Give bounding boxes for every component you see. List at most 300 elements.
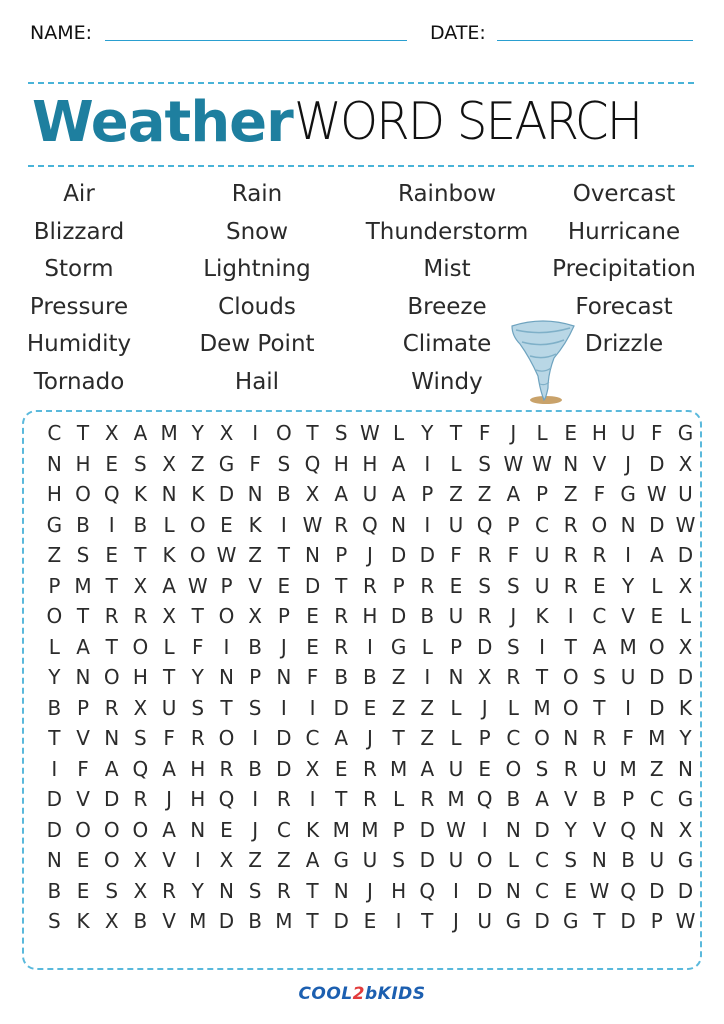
grid-cell[interactable]: E — [277, 573, 291, 598]
grid-cell[interactable]: O — [562, 695, 579, 720]
grid-cell[interactable]: Z — [47, 543, 62, 567]
grid-cell[interactable]: X — [678, 451, 693, 476]
grid-cell[interactable]: Z — [190, 451, 205, 476]
grid-cell[interactable]: A — [76, 634, 90, 659]
grid-cell[interactable]: D — [390, 543, 407, 567]
grid-cell[interactable]: D — [218, 909, 235, 933]
grid-cell[interactable]: Z — [248, 543, 262, 567]
grid-cell[interactable]: R — [162, 878, 177, 903]
grid-cell[interactable]: F — [507, 543, 520, 567]
grid-cell[interactable]: U — [620, 421, 636, 445]
grid-cell[interactable]: S — [134, 451, 147, 476]
grid-cell[interactable]: T — [593, 909, 606, 933]
grid-cell[interactable]: I — [309, 695, 316, 720]
grid-cell[interactable]: N — [190, 817, 206, 842]
grid-cell[interactable]: R — [477, 543, 492, 567]
grid-cell[interactable]: U — [448, 848, 464, 872]
grid-cell[interactable]: O — [103, 848, 120, 872]
grid-cell[interactable]: J — [366, 726, 373, 750]
grid-cell[interactable]: E — [564, 421, 578, 445]
grid-cell[interactable]: C — [506, 726, 521, 750]
grid-cell[interactable]: X — [133, 573, 148, 598]
grid-cell[interactable]: B — [276, 482, 291, 506]
grid-cell[interactable]: L — [507, 695, 519, 720]
grid-cell[interactable]: R — [104, 695, 119, 720]
grid-cell[interactable]: A — [305, 848, 320, 872]
grid-cell[interactable]: R — [563, 512, 578, 537]
grid-cell[interactable]: L — [163, 512, 175, 537]
grid-cell[interactable]: R — [276, 787, 291, 811]
grid-cell[interactable]: O — [591, 512, 608, 537]
grid-cell[interactable]: A — [162, 817, 176, 842]
grid-cell[interactable]: M — [533, 695, 551, 720]
grid-cell[interactable]: N — [505, 817, 521, 842]
grid-cell[interactable]: Z — [477, 482, 492, 506]
grid-cell[interactable]: E — [76, 848, 90, 872]
grid-cell[interactable]: D — [677, 665, 694, 689]
grid-cell[interactable]: Q — [476, 787, 493, 811]
grid-cell[interactable]: X — [678, 634, 693, 659]
grid-cell[interactable]: H — [362, 604, 378, 628]
grid-cell[interactable]: S — [478, 451, 491, 476]
grid-cell[interactable]: U — [649, 848, 665, 872]
grid-cell[interactable]: I — [280, 512, 287, 537]
grid-cell[interactable]: D — [620, 909, 636, 933]
grid-cell[interactable]: K — [191, 482, 205, 506]
grid-cell[interactable]: D — [46, 817, 63, 842]
grid-cell[interactable]: R — [477, 604, 492, 628]
grid-cell[interactable]: C — [535, 848, 550, 872]
grid-cell[interactable]: D — [677, 878, 694, 903]
grid-cell[interactable]: U — [448, 604, 464, 628]
grid-cell[interactable]: D — [333, 695, 349, 720]
grid-cell[interactable]: D — [534, 909, 550, 933]
grid-cell[interactable]: D — [390, 604, 407, 628]
grid-cell[interactable]: I — [424, 512, 431, 537]
grid-cell[interactable]: V — [621, 604, 635, 628]
date-line[interactable] — [497, 40, 693, 41]
grid-cell[interactable]: S — [248, 695, 262, 720]
grid-cell[interactable]: J — [252, 817, 259, 842]
grid-cell[interactable]: I — [252, 787, 259, 811]
grid-cell[interactable]: D — [476, 878, 493, 903]
grid-cell[interactable]: I — [252, 726, 259, 750]
grid-cell[interactable]: M — [332, 817, 350, 842]
grid-cell[interactable]: I — [481, 817, 488, 842]
grid-cell[interactable]: G — [677, 421, 694, 445]
grid-cell[interactable]: W — [532, 451, 552, 476]
grid-cell[interactable]: R — [506, 665, 521, 689]
grid-cell[interactable]: H — [391, 878, 407, 903]
grid-cell[interactable]: R — [563, 756, 578, 781]
name-line[interactable] — [105, 40, 407, 41]
grid-cell[interactable]: H — [132, 665, 148, 689]
grid-cell[interactable]: Q — [218, 787, 235, 811]
grid-cell[interactable]: J — [366, 878, 373, 903]
grid-cell[interactable]: D — [304, 573, 321, 598]
grid-cell[interactable]: G — [46, 512, 63, 537]
grid-cell[interactable]: A — [133, 421, 148, 445]
grid-cell[interactable]: N — [46, 848, 62, 872]
grid-cell[interactable]: E — [105, 451, 119, 476]
grid-cell[interactable]: V — [592, 817, 607, 842]
grid-cell[interactable]: B — [334, 665, 349, 689]
grid-cell[interactable]: K — [133, 482, 147, 506]
grid-cell[interactable]: U — [678, 482, 693, 506]
grid-cell[interactable]: O — [275, 421, 292, 445]
grid-cell[interactable]: I — [395, 909, 402, 933]
grid-cell[interactable]: X — [162, 451, 176, 476]
grid-cell[interactable]: X — [133, 695, 148, 720]
grid-cell[interactable]: G — [562, 909, 579, 933]
grid-cell[interactable]: X — [305, 756, 320, 781]
grid-cell[interactable]: X — [678, 573, 693, 598]
grid-cell[interactable]: E — [306, 604, 319, 628]
grid-cell[interactable]: L — [450, 451, 462, 476]
grid-cell[interactable]: C — [535, 512, 550, 537]
grid-cell[interactable]: T — [162, 665, 176, 689]
grid-cell[interactable]: D — [476, 634, 493, 659]
grid-cell[interactable]: K — [535, 604, 549, 628]
grid-cell[interactable]: S — [564, 848, 578, 872]
grid-cell[interactable]: R — [420, 787, 435, 811]
grid-cell[interactable]: P — [507, 512, 520, 537]
grid-cell[interactable]: J — [625, 451, 632, 476]
grid-cell[interactable]: R — [592, 543, 607, 567]
grid-cell[interactable]: H — [333, 451, 349, 476]
grid-cell[interactable]: V — [76, 787, 90, 811]
grid-cell[interactable]: F — [249, 451, 261, 476]
grid-cell[interactable]: R — [563, 543, 578, 567]
grid-cell[interactable]: W — [675, 909, 696, 933]
grid-cell[interactable]: E — [650, 604, 664, 628]
grid-cell[interactable]: X — [133, 878, 148, 903]
grid-cell[interactable]: L — [393, 421, 405, 445]
grid-cell[interactable]: Z — [391, 695, 406, 720]
grid-cell[interactable]: X — [305, 482, 320, 506]
grid-cell[interactable]: P — [622, 787, 635, 811]
grid-cell[interactable]: G — [390, 634, 407, 659]
grid-cell[interactable]: U — [620, 665, 636, 689]
grid-cell[interactable]: N — [448, 665, 464, 689]
grid-cell[interactable]: L — [393, 787, 405, 811]
grid-cell[interactable]: B — [133, 512, 148, 537]
grid-cell[interactable]: J — [166, 787, 173, 811]
grid-cell[interactable]: W — [187, 573, 208, 598]
grid-cell[interactable]: S — [392, 848, 405, 872]
grid-cell[interactable]: I — [51, 756, 58, 781]
grid-cell[interactable]: X — [219, 421, 234, 445]
grid-cell[interactable]: C — [276, 817, 291, 842]
grid-cell[interactable]: P — [650, 909, 663, 933]
grid-cell[interactable]: L — [651, 573, 663, 598]
grid-cell[interactable]: P — [48, 573, 61, 598]
grid-cell[interactable]: M — [447, 787, 465, 811]
grid-cell[interactable]: S — [191, 695, 205, 720]
grid-cell[interactable]: W — [675, 512, 696, 537]
grid-cell[interactable]: F — [478, 421, 491, 445]
grid-cell[interactable]: Z — [563, 482, 578, 506]
grid-cell[interactable]: Y — [191, 421, 204, 445]
grid-cell[interactable]: H — [46, 482, 62, 506]
grid-cell[interactable]: R — [133, 604, 148, 628]
grid-cell[interactable]: H — [75, 451, 91, 476]
grid-cell[interactable]: K — [678, 695, 693, 720]
grid-cell[interactable]: N — [161, 482, 177, 506]
grid-cell[interactable]: N — [104, 726, 120, 750]
grid-cell[interactable]: M — [275, 909, 293, 933]
grid-cell[interactable]: N — [563, 726, 579, 750]
grid-cell[interactable]: U — [592, 756, 607, 781]
grid-cell[interactable]: Q — [304, 451, 321, 476]
grid-cell[interactable]: D — [104, 787, 120, 811]
grid-cell[interactable]: N — [218, 878, 234, 903]
grid-cell[interactable]: R — [334, 604, 349, 628]
grid-cell[interactable]: S — [506, 634, 520, 659]
grid-cell[interactable]: C — [47, 421, 62, 445]
grid-cell[interactable]: I — [194, 848, 201, 872]
grid-cell[interactable]: P — [449, 634, 462, 659]
grid-cell[interactable]: N — [391, 512, 407, 537]
grid-cell[interactable]: T — [134, 543, 147, 567]
grid-cell[interactable]: E — [478, 756, 491, 781]
grid-cell[interactable]: A — [535, 787, 549, 811]
grid-cell[interactable]: H — [190, 756, 206, 781]
grid-cell[interactable]: I — [424, 451, 431, 476]
grid-cell[interactable]: P — [335, 543, 348, 567]
grid-cell[interactable]: D — [534, 817, 550, 842]
grid-cell[interactable]: Y — [621, 573, 635, 598]
grid-cell[interactable]: B — [47, 878, 62, 903]
grid-cell[interactable]: I — [424, 665, 431, 689]
grid-cell[interactable]: B — [420, 604, 435, 628]
grid-cell[interactable]: O — [534, 726, 550, 750]
grid-cell[interactable]: R — [334, 512, 349, 537]
grid-cell[interactable]: X — [678, 817, 693, 842]
grid-cell[interactable]: T — [220, 695, 233, 720]
grid-cell[interactable]: L — [421, 634, 433, 659]
grid-cell[interactable]: W — [302, 512, 323, 537]
grid-cell[interactable]: Q — [620, 878, 636, 903]
grid-cell[interactable]: P — [277, 604, 290, 628]
grid-cell[interactable]: Q — [132, 756, 149, 781]
grid-cell[interactable]: S — [334, 421, 348, 445]
grid-cell[interactable]: P — [249, 665, 262, 689]
grid-cell[interactable]: Y — [191, 878, 204, 903]
grid-cell[interactable]: X — [162, 604, 176, 628]
grid-cell[interactable]: D — [276, 756, 292, 781]
grid-cell[interactable]: N — [247, 482, 263, 506]
grid-cell[interactable]: I — [280, 695, 287, 720]
grid-cell[interactable]: R — [219, 756, 234, 781]
grid-cell[interactable]: O — [505, 756, 522, 781]
grid-cell[interactable]: G — [333, 848, 349, 872]
grid-cell[interactable]: O — [218, 604, 235, 628]
grid-cell[interactable]: S — [593, 665, 606, 689]
grid-cell[interactable]: X — [104, 909, 119, 933]
grid-cell[interactable]: V — [592, 451, 607, 476]
grid-cell[interactable]: F — [192, 634, 204, 659]
grid-cell[interactable]: L — [48, 634, 60, 659]
grid-cell[interactable]: B — [76, 512, 90, 537]
grid-cell[interactable]: T — [564, 634, 577, 659]
grid-cell[interactable]: M — [160, 421, 178, 445]
grid-cell[interactable]: P — [536, 482, 549, 506]
grid-cell[interactable]: B — [133, 909, 148, 933]
grid-cell[interactable]: M — [648, 726, 666, 750]
grid-cell[interactable]: O — [75, 817, 91, 842]
grid-cell[interactable]: L — [163, 634, 175, 659]
grid-cell[interactable]: B — [248, 756, 263, 781]
grid-cell[interactable]: N — [591, 848, 607, 872]
grid-cell[interactable]: O — [132, 817, 149, 842]
grid-cell[interactable]: I — [625, 543, 632, 567]
grid-cell[interactable]: W — [503, 451, 524, 476]
grid-cell[interactable]: D — [649, 695, 665, 720]
grid-cell[interactable]: R — [362, 756, 377, 781]
grid-cell[interactable]: U — [161, 695, 177, 720]
grid-cell[interactable]: F — [77, 756, 89, 781]
grid-cell[interactable]: B — [248, 634, 263, 659]
grid-cell[interactable]: V — [248, 573, 262, 598]
grid-cell[interactable]: U — [448, 756, 464, 781]
grid-cell[interactable]: R — [563, 573, 578, 598]
grid-cell[interactable]: I — [223, 634, 230, 659]
grid-cell[interactable]: D — [649, 878, 665, 903]
grid-cell[interactable]: G — [218, 451, 235, 476]
grid-cell[interactable]: J — [510, 421, 517, 445]
grid-cell[interactable]: P — [421, 482, 434, 506]
grid-cell[interactable]: L — [450, 695, 462, 720]
grid-cell[interactable]: N — [46, 451, 62, 476]
grid-cell[interactable]: Y — [191, 665, 204, 689]
grid-cell[interactable]: F — [622, 726, 634, 750]
grid-cell[interactable]: D — [419, 543, 435, 567]
grid-cell[interactable]: B — [592, 787, 607, 811]
grid-cell[interactable]: E — [564, 878, 578, 903]
grid-cell[interactable]: U — [448, 512, 464, 537]
grid-cell[interactable]: Z — [449, 482, 463, 506]
grid-cell[interactable]: G — [677, 787, 694, 811]
grid-cell[interactable]: C — [305, 726, 320, 750]
grid-cell[interactable]: Z — [420, 695, 435, 720]
grid-cell[interactable]: X — [219, 848, 234, 872]
grid-cell[interactable]: D — [419, 848, 435, 872]
grid-cell[interactable]: R — [334, 634, 349, 659]
grid-cell[interactable]: A — [104, 756, 119, 781]
grid-cell[interactable]: W — [216, 543, 237, 567]
grid-cell[interactable]: J — [481, 695, 488, 720]
grid-cell[interactable]: K — [248, 512, 262, 537]
grid-cell[interactable]: Q — [362, 512, 378, 537]
grid-cell[interactable]: F — [163, 726, 175, 750]
grid-cell[interactable]: D — [649, 512, 665, 537]
grid-cell[interactable]: O — [189, 543, 206, 567]
grid-cell[interactable]: Z — [649, 756, 664, 781]
grid-cell[interactable]: C — [535, 878, 550, 903]
grid-cell[interactable]: S — [506, 573, 520, 598]
grid-cell[interactable]: A — [420, 756, 435, 781]
grid-cell[interactable]: H — [362, 451, 378, 476]
grid-cell[interactable]: W — [360, 421, 380, 445]
grid-cell[interactable]: T — [335, 787, 348, 811]
grid-cell[interactable]: T — [335, 573, 348, 598]
grid-cell[interactable]: P — [392, 817, 405, 842]
grid-cell[interactable]: A — [506, 482, 521, 506]
grid-cell[interactable]: S — [134, 726, 147, 750]
grid-cell[interactable]: F — [651, 421, 663, 445]
grid-cell[interactable]: O — [103, 817, 120, 842]
grid-cell[interactable]: L — [679, 604, 692, 628]
grid-cell[interactable]: Y — [421, 421, 434, 445]
grid-cell[interactable]: Z — [248, 848, 262, 872]
grid-cell[interactable]: I — [108, 512, 115, 537]
grid-cell[interactable]: T — [105, 634, 118, 659]
grid-cell[interactable]: N — [505, 878, 521, 903]
grid-cell[interactable]: S — [478, 573, 491, 598]
grid-cell[interactable]: B — [506, 787, 521, 811]
grid-cell[interactable]: Z — [276, 848, 291, 872]
grid-cell[interactable]: Y — [48, 665, 61, 689]
grid-cell[interactable]: L — [450, 726, 462, 750]
grid-cell[interactable]: I — [539, 634, 545, 659]
grid-cell[interactable]: E — [449, 573, 463, 598]
grid-cell[interactable]: A — [391, 451, 406, 476]
grid-cell[interactable]: R — [104, 604, 119, 628]
grid-cell[interactable]: M — [389, 756, 408, 781]
grid-cell[interactable]: I — [309, 787, 316, 811]
grid-cell[interactable]: J — [366, 543, 373, 567]
grid-cell[interactable]: O — [476, 848, 493, 872]
grid-cell[interactable]: D — [46, 787, 63, 811]
grid-cell[interactable]: K — [76, 909, 90, 933]
grid-cell[interactable]: X — [477, 665, 492, 689]
grid-cell[interactable]: N — [276, 665, 292, 689]
grid-cell[interactable]: Z — [391, 665, 406, 689]
grid-cell[interactable]: Q — [476, 512, 493, 537]
grid-cell[interactable]: P — [220, 573, 233, 598]
grid-cell[interactable]: T — [392, 726, 405, 750]
grid-cell[interactable]: R — [276, 878, 291, 903]
grid-cell[interactable]: T — [277, 543, 290, 567]
grid-cell[interactable]: T — [191, 604, 204, 628]
grid-cell[interactable]: M — [189, 909, 207, 933]
grid-cell[interactable]: J — [510, 604, 517, 628]
grid-cell[interactable]: Z — [420, 726, 435, 750]
grid-cell[interactable]: S — [248, 878, 262, 903]
grid-cell[interactable]: G — [505, 909, 522, 933]
grid-cell[interactable]: T — [306, 878, 319, 903]
grid-cell[interactable]: D — [649, 665, 665, 689]
grid-cell[interactable]: R — [190, 726, 205, 750]
grid-cell[interactable]: U — [362, 482, 378, 506]
grid-cell[interactable]: R — [362, 573, 377, 598]
grid-cell[interactable]: F — [450, 543, 462, 567]
grid-cell[interactable]: T — [76, 604, 90, 628]
grid-cell[interactable]: N — [218, 665, 234, 689]
grid-cell[interactable]: R — [362, 787, 377, 811]
grid-cell[interactable]: E — [593, 573, 606, 598]
grid-cell[interactable]: A — [649, 543, 664, 567]
grid-cell[interactable]: V — [162, 909, 176, 933]
grid-cell[interactable]: S — [535, 756, 549, 781]
grid-cell[interactable]: T — [76, 421, 90, 445]
grid-cell[interactable]: N — [305, 543, 321, 567]
grid-cell[interactable]: W — [646, 482, 667, 506]
grid-cell[interactable]: U — [362, 848, 378, 872]
grid-cell[interactable]: T — [449, 421, 463, 445]
grid-cell[interactable]: T — [421, 909, 434, 933]
